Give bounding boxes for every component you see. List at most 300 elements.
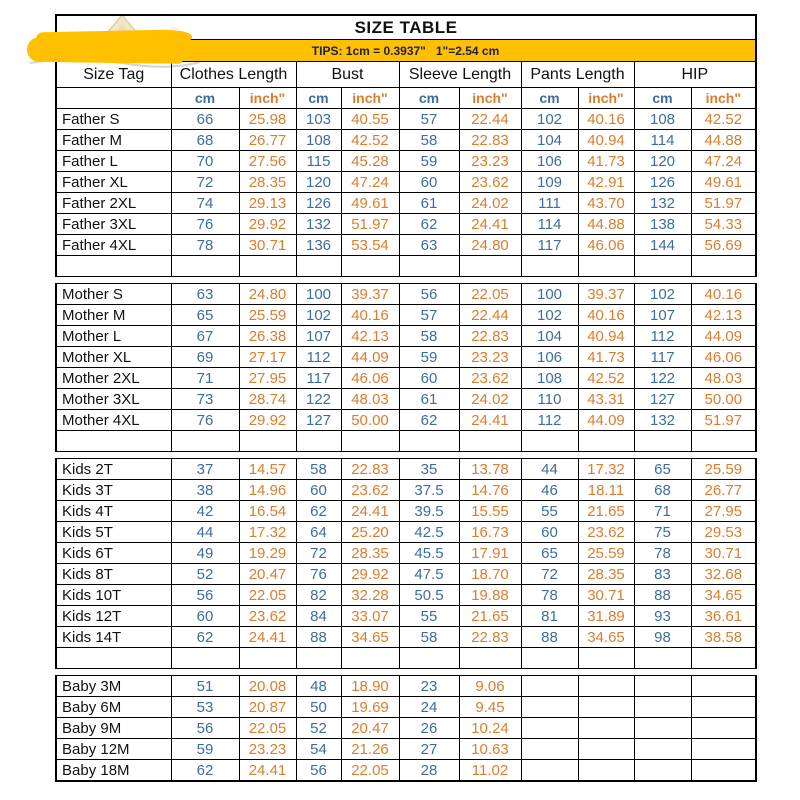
value-cell-inch: 40.16 xyxy=(341,305,399,326)
table-row xyxy=(56,214,756,235)
value-cell-inch: 20.87 xyxy=(239,697,296,718)
page-title: SIZE TABLE xyxy=(56,15,756,40)
value-cell-cm: 138 xyxy=(634,214,691,235)
subheader-inch-cell: inch" xyxy=(578,88,634,109)
value-cell-inch: 44.09 xyxy=(691,326,756,347)
table-row xyxy=(56,480,756,501)
value-cell-cm: 76 xyxy=(171,214,239,235)
value-cell-inch: 40.94 xyxy=(578,326,634,347)
value-cell-inch: 17.91 xyxy=(459,543,521,564)
subheader-cm-cell: cm xyxy=(521,88,578,109)
value-cell-cm: 62 xyxy=(171,760,239,782)
empty-cell xyxy=(634,256,691,277)
value-cell-inch: 48.03 xyxy=(341,389,399,410)
value-cell-cm: 108 xyxy=(521,368,578,389)
value-cell-cm: 57 xyxy=(399,305,459,326)
empty-cell xyxy=(296,256,341,277)
value-cell-inch: 42.52 xyxy=(691,109,756,130)
row-label-cell: Kids 8T xyxy=(56,564,171,585)
table-row xyxy=(56,718,756,739)
empty-cell xyxy=(634,431,691,452)
value-cell-cm: 60 xyxy=(521,522,578,543)
value-cell-inch: 34.65 xyxy=(691,585,756,606)
row-label-cell: Father XL xyxy=(56,172,171,193)
value-cell-inch: 32.28 xyxy=(341,585,399,606)
value-cell-cm: 108 xyxy=(634,109,691,130)
row-label-cell: Kids 4T xyxy=(56,501,171,522)
value-cell-inch: 22.83 xyxy=(459,130,521,151)
value-cell-cm: 47.5 xyxy=(399,564,459,585)
empty-cell xyxy=(296,431,341,452)
value-cell-inch: 20.47 xyxy=(341,718,399,739)
value-cell-cm: 63 xyxy=(171,284,239,305)
value-cell-cm: 84 xyxy=(296,606,341,627)
section-father xyxy=(56,109,756,284)
value-cell-inch: 23.62 xyxy=(578,522,634,543)
highlight-marker-blob xyxy=(58,53,183,64)
value-cell-cm: 42.5 xyxy=(399,522,459,543)
value-cell-cm: 112 xyxy=(634,326,691,347)
gap-cell xyxy=(56,452,756,459)
value-cell-cm: 78 xyxy=(171,235,239,256)
value-cell-inch: 33.07 xyxy=(341,606,399,627)
value-cell-cm: 48 xyxy=(296,676,341,697)
value-cell-cm: 127 xyxy=(296,410,341,431)
value-cell-inch: 25.59 xyxy=(691,459,756,480)
table-row xyxy=(56,368,756,389)
value-cell-inch: 24.80 xyxy=(239,284,296,305)
value-cell-inch: 44.09 xyxy=(578,410,634,431)
value-cell-cm: 69 xyxy=(171,347,239,368)
value-cell-cm: 73 xyxy=(171,389,239,410)
row-label-cell: Mother S xyxy=(56,284,171,305)
value-cell-cm: 56 xyxy=(171,585,239,606)
value-cell-inch: 22.83 xyxy=(459,627,521,648)
value-cell-cm: 60 xyxy=(399,172,459,193)
value-cell-inch: 14.57 xyxy=(239,459,296,480)
value-cell-cm: 132 xyxy=(634,193,691,214)
value-cell-cm: 82 xyxy=(296,585,341,606)
value-cell-cm: 78 xyxy=(634,543,691,564)
value-cell-cm: 58 xyxy=(399,326,459,347)
value-cell-inch: 22.83 xyxy=(459,326,521,347)
value-cell-cm: 38 xyxy=(171,480,239,501)
row-label-cell: Mother XL xyxy=(56,347,171,368)
value-cell-inch: 50.00 xyxy=(691,389,756,410)
value-cell-cm: 50 xyxy=(296,697,341,718)
value-cell-inch: 39.37 xyxy=(341,284,399,305)
value-cell-cm: 81 xyxy=(521,606,578,627)
value-cell-cm: 58 xyxy=(399,130,459,151)
section-gap-row xyxy=(56,277,756,284)
value-cell-inch xyxy=(578,739,634,760)
value-cell-cm: 71 xyxy=(634,501,691,522)
value-cell-inch xyxy=(578,697,634,718)
value-cell-cm: 45.5 xyxy=(399,543,459,564)
value-cell-cm: 60 xyxy=(171,606,239,627)
value-cell-inch: 36.61 xyxy=(691,606,756,627)
value-cell-cm: 74 xyxy=(171,193,239,214)
empty-cell xyxy=(171,431,239,452)
value-cell-cm: 60 xyxy=(399,368,459,389)
empty-cell xyxy=(634,648,691,669)
empty-cell xyxy=(521,256,578,277)
value-cell-inch xyxy=(691,697,756,718)
value-cell-cm xyxy=(521,697,578,718)
value-cell-inch: 42.52 xyxy=(578,368,634,389)
empty-separator-row xyxy=(56,431,756,452)
table-row xyxy=(56,697,756,718)
subheader-cm-cell: cm xyxy=(296,88,341,109)
value-cell-cm: 59 xyxy=(171,739,239,760)
value-cell-cm: 107 xyxy=(296,326,341,347)
value-cell-cm: 70 xyxy=(171,151,239,172)
empty-cell xyxy=(296,648,341,669)
value-cell-cm: 65 xyxy=(171,305,239,326)
subheader-inch-cell: inch" xyxy=(239,88,296,109)
highlight-marker-blob xyxy=(140,30,192,43)
subheader-cm-cell: cm xyxy=(399,88,459,109)
value-cell-cm: 88 xyxy=(634,585,691,606)
value-cell-cm: 106 xyxy=(521,151,578,172)
value-cell-cm: 55 xyxy=(399,606,459,627)
value-cell-inch: 42.13 xyxy=(341,326,399,347)
subheader-empty-cell xyxy=(56,88,171,109)
value-cell-cm: 62 xyxy=(399,410,459,431)
value-cell-cm: 42 xyxy=(171,501,239,522)
table-row xyxy=(56,347,756,368)
empty-cell xyxy=(239,431,296,452)
table-row xyxy=(56,284,756,305)
value-cell-inch: 27.17 xyxy=(239,347,296,368)
value-cell-cm: 64 xyxy=(296,522,341,543)
value-cell-cm: 27 xyxy=(399,739,459,760)
table-row xyxy=(56,739,756,760)
value-cell-cm: 71 xyxy=(171,368,239,389)
value-cell-cm: 120 xyxy=(296,172,341,193)
table-row xyxy=(56,109,756,130)
value-cell-inch: 32.68 xyxy=(691,564,756,585)
value-cell-cm: 120 xyxy=(634,151,691,172)
value-cell-inch: 21.65 xyxy=(578,501,634,522)
row-label-cell: Mother M xyxy=(56,305,171,326)
value-cell-inch: 24.41 xyxy=(459,410,521,431)
value-cell-cm: 132 xyxy=(296,214,341,235)
value-cell-inch: 30.71 xyxy=(578,585,634,606)
value-cell-cm: 126 xyxy=(296,193,341,214)
value-cell-inch: 23.23 xyxy=(239,739,296,760)
value-cell-inch: 28.35 xyxy=(578,564,634,585)
value-cell-inch: 28.74 xyxy=(239,389,296,410)
value-cell-inch: 44.88 xyxy=(691,130,756,151)
table-row xyxy=(56,235,756,256)
value-cell-inch xyxy=(691,718,756,739)
value-cell-inch: 39.37 xyxy=(578,284,634,305)
table-row xyxy=(56,585,756,606)
value-cell-cm: 23 xyxy=(399,676,459,697)
value-cell-cm: 61 xyxy=(399,389,459,410)
subheader-inch-cell: inch" xyxy=(691,88,756,109)
empty-cell xyxy=(171,256,239,277)
value-cell-cm: 65 xyxy=(634,459,691,480)
row-label-cell: Father S xyxy=(56,109,171,130)
value-cell-cm: 115 xyxy=(296,151,341,172)
size-table xyxy=(55,14,757,782)
value-cell-cm: 68 xyxy=(171,130,239,151)
empty-cell xyxy=(341,648,399,669)
value-cell-cm: 117 xyxy=(521,235,578,256)
table-row xyxy=(56,130,756,151)
value-cell-cm: 102 xyxy=(521,109,578,130)
row-label-cell: Father L xyxy=(56,151,171,172)
value-cell-inch: 42.91 xyxy=(578,172,634,193)
value-cell-inch: 29.53 xyxy=(691,522,756,543)
value-cell-cm: 98 xyxy=(634,627,691,648)
empty-cell xyxy=(521,431,578,452)
row-label-cell: Baby 6M xyxy=(56,697,171,718)
value-cell-cm: 37.5 xyxy=(399,480,459,501)
value-cell-inch: 24.41 xyxy=(341,501,399,522)
value-cell-cm: 72 xyxy=(521,564,578,585)
value-cell-inch: 53.54 xyxy=(341,235,399,256)
section-mother xyxy=(56,284,756,459)
value-cell-cm: 37 xyxy=(171,459,239,480)
value-cell-inch: 25.98 xyxy=(239,109,296,130)
value-cell-cm: 122 xyxy=(634,368,691,389)
value-cell-cm: 26 xyxy=(399,718,459,739)
value-cell-cm: 102 xyxy=(634,284,691,305)
value-cell-cm xyxy=(521,676,578,697)
value-cell-inch: 47.24 xyxy=(691,151,756,172)
value-cell-inch: 40.55 xyxy=(341,109,399,130)
value-cell-cm: 132 xyxy=(634,410,691,431)
value-cell-inch: 51.97 xyxy=(691,193,756,214)
value-cell-inch: 51.97 xyxy=(691,410,756,431)
header-group-hip: HIP xyxy=(634,62,756,88)
value-cell-cm: 67 xyxy=(171,326,239,347)
row-label-cell: Baby 12M xyxy=(56,739,171,760)
empty-cell xyxy=(341,431,399,452)
value-cell-inch: 43.70 xyxy=(578,193,634,214)
value-cell-inch: 21.65 xyxy=(459,606,521,627)
empty-cell xyxy=(399,256,459,277)
table-row xyxy=(56,410,756,431)
value-cell-cm: 88 xyxy=(521,627,578,648)
value-cell-inch: 22.05 xyxy=(459,284,521,305)
section-baby xyxy=(56,676,756,782)
value-cell-inch: 30.71 xyxy=(691,543,756,564)
value-cell-cm: 126 xyxy=(634,172,691,193)
table-row xyxy=(56,627,756,648)
value-cell-cm: 76 xyxy=(171,410,239,431)
value-cell-inch: 40.16 xyxy=(578,109,634,130)
section-gap-row xyxy=(56,669,756,676)
table-row xyxy=(56,305,756,326)
value-cell-cm: 52 xyxy=(171,564,239,585)
value-cell-inch: 23.62 xyxy=(459,368,521,389)
value-cell-inch: 46.06 xyxy=(341,368,399,389)
value-cell-inch: 24.02 xyxy=(459,389,521,410)
value-cell-inch: 20.47 xyxy=(239,564,296,585)
table-row xyxy=(56,459,756,480)
value-cell-inch: 23.23 xyxy=(459,151,521,172)
header-group-clothes-length: Clothes Length xyxy=(171,62,296,88)
value-cell-inch: 54.33 xyxy=(691,214,756,235)
value-cell-inch: 48.03 xyxy=(691,368,756,389)
value-cell-cm: 58 xyxy=(399,627,459,648)
value-cell-inch: 23.62 xyxy=(239,606,296,627)
value-cell-inch: 22.05 xyxy=(239,718,296,739)
value-cell-cm: 56 xyxy=(296,760,341,782)
value-cell-inch: 16.73 xyxy=(459,522,521,543)
empty-cell xyxy=(459,648,521,669)
value-cell-inch: 22.44 xyxy=(459,109,521,130)
value-cell-cm: 52 xyxy=(296,718,341,739)
empty-cell xyxy=(171,648,239,669)
table-row xyxy=(56,172,756,193)
value-cell-cm: 72 xyxy=(171,172,239,193)
table-row xyxy=(56,676,756,697)
value-cell-cm: 44 xyxy=(171,522,239,543)
value-cell-inch: 45.28 xyxy=(341,151,399,172)
empty-cell xyxy=(691,256,756,277)
value-cell-inch: 23.62 xyxy=(341,480,399,501)
value-cell-cm: 62 xyxy=(171,627,239,648)
table-row xyxy=(56,193,756,214)
value-cell-inch: 30.71 xyxy=(239,235,296,256)
value-cell-inch: 23.23 xyxy=(459,347,521,368)
value-cell-inch: 25.59 xyxy=(578,543,634,564)
value-cell-cm: 117 xyxy=(634,347,691,368)
value-cell-inch: 42.52 xyxy=(341,130,399,151)
empty-cell xyxy=(578,256,634,277)
value-cell-cm xyxy=(521,718,578,739)
row-label-cell: Kids 10T xyxy=(56,585,171,606)
value-cell-inch: 21.26 xyxy=(341,739,399,760)
value-cell-inch: 17.32 xyxy=(578,459,634,480)
value-cell-inch xyxy=(691,676,756,697)
row-label-cell: Baby 3M xyxy=(56,676,171,697)
value-cell-inch: 50.00 xyxy=(341,410,399,431)
value-cell-inch xyxy=(578,718,634,739)
value-cell-inch: 22.44 xyxy=(459,305,521,326)
value-cell-cm: 59 xyxy=(399,151,459,172)
value-cell-inch: 31.89 xyxy=(578,606,634,627)
value-cell-cm: 76 xyxy=(296,564,341,585)
empty-cell xyxy=(56,431,171,452)
value-cell-cm: 53 xyxy=(171,697,239,718)
value-cell-inch: 10.24 xyxy=(459,718,521,739)
row-label-cell: Father 3XL xyxy=(56,214,171,235)
value-cell-cm: 88 xyxy=(296,627,341,648)
value-cell-inch: 44.09 xyxy=(341,347,399,368)
value-cell-inch: 26.38 xyxy=(239,326,296,347)
value-cell-inch: 14.76 xyxy=(459,480,521,501)
subheader-inch-cell: inch" xyxy=(341,88,399,109)
value-cell-inch: 18.70 xyxy=(459,564,521,585)
value-cell-cm: 107 xyxy=(634,305,691,326)
value-cell-cm: 114 xyxy=(634,130,691,151)
empty-cell xyxy=(399,431,459,452)
value-cell-inch: 28.35 xyxy=(341,543,399,564)
subheader-inch-cell: inch" xyxy=(459,88,521,109)
value-cell-cm: 62 xyxy=(296,501,341,522)
value-cell-cm: 102 xyxy=(296,305,341,326)
value-cell-inch xyxy=(691,739,756,760)
value-cell-cm: 65 xyxy=(521,543,578,564)
table-row xyxy=(56,543,756,564)
value-cell-cm: 127 xyxy=(634,389,691,410)
table-row xyxy=(56,389,756,410)
value-cell-inch: 40.16 xyxy=(578,305,634,326)
value-cell-inch: 34.65 xyxy=(341,627,399,648)
value-cell-inch: 24.41 xyxy=(459,214,521,235)
value-cell-inch: 49.61 xyxy=(341,193,399,214)
value-cell-inch: 19.29 xyxy=(239,543,296,564)
value-cell-inch: 22.05 xyxy=(239,585,296,606)
value-cell-inch: 41.73 xyxy=(578,151,634,172)
row-label-cell: Mother L xyxy=(56,326,171,347)
empty-separator-row xyxy=(56,256,756,277)
header-group-size-tag: Size Tag xyxy=(56,62,171,88)
empty-cell xyxy=(399,648,459,669)
value-cell-cm xyxy=(634,676,691,697)
table-row xyxy=(56,564,756,585)
row-label-cell: Kids 5T xyxy=(56,522,171,543)
value-cell-cm: 39.5 xyxy=(399,501,459,522)
value-cell-inch: 22.83 xyxy=(341,459,399,480)
value-cell-cm: 75 xyxy=(634,522,691,543)
value-cell-cm: 72 xyxy=(296,543,341,564)
value-cell-inch: 44.88 xyxy=(578,214,634,235)
section-gap-row xyxy=(56,452,756,459)
header-group-bust: Bust xyxy=(296,62,399,88)
size-table-sheet xyxy=(55,14,755,782)
value-cell-inch: 29.92 xyxy=(239,214,296,235)
value-cell-inch: 13.78 xyxy=(459,459,521,480)
value-cell-inch: 29.13 xyxy=(239,193,296,214)
empty-cell xyxy=(691,431,756,452)
value-cell-inch: 18.11 xyxy=(578,480,634,501)
value-cell-inch: 49.61 xyxy=(691,172,756,193)
value-cell-cm: 28 xyxy=(399,760,459,782)
value-cell-cm: 106 xyxy=(521,347,578,368)
empty-cell xyxy=(578,431,634,452)
value-cell-inch: 34.65 xyxy=(578,627,634,648)
value-cell-inch: 26.77 xyxy=(239,130,296,151)
header-group-sleeve-length: Sleeve Length xyxy=(399,62,521,88)
value-cell-inch xyxy=(578,676,634,697)
value-cell-cm: 104 xyxy=(521,130,578,151)
value-cell-cm: 93 xyxy=(634,606,691,627)
value-cell-cm: 56 xyxy=(399,284,459,305)
value-cell-cm: 59 xyxy=(399,347,459,368)
value-cell-cm: 54 xyxy=(296,739,341,760)
value-cell-inch: 27.95 xyxy=(691,501,756,522)
value-cell-inch: 24.41 xyxy=(239,760,296,782)
value-cell-cm: 83 xyxy=(634,564,691,585)
row-label-cell: Father 4XL xyxy=(56,235,171,256)
value-cell-inch: 41.73 xyxy=(578,347,634,368)
row-label-cell: Mother 2XL xyxy=(56,368,171,389)
value-cell-cm: 122 xyxy=(296,389,341,410)
empty-cell xyxy=(691,648,756,669)
value-cell-cm: 50.5 xyxy=(399,585,459,606)
tips-banner: TIPS: 1cm = 0.3937" 1"=2.54 cm xyxy=(56,40,756,62)
value-cell-inch: 25.20 xyxy=(341,522,399,543)
value-cell-cm: 51 xyxy=(171,676,239,697)
value-cell-inch: 17.32 xyxy=(239,522,296,543)
